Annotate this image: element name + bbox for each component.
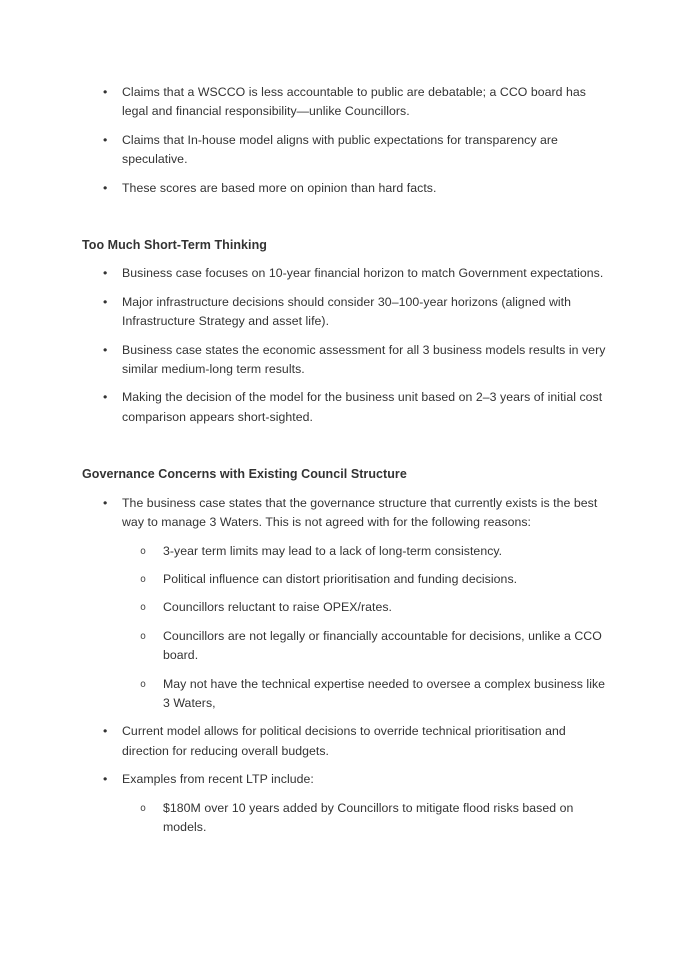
bullet-text: Business case states the economic assessment for all 3 business models results in very similar medium-long term results. [122,342,606,377]
sub-bullet-item [140,598,612,617]
bullet-text: These scores are based more on opinion than hard facts. [122,180,437,195]
bullet-icon: • [103,724,108,739]
bullet-text: The business case states that the governance structure that currently exists is the best way to manage 3 Waters. This is not agreed with for the following reasons: [122,495,598,530]
bullet-text: Claims that a WSCCO is less accountable to public are debatable; a CCO board has legal and financial responsibility—unlike Councillors. [122,85,586,119]
sub-bullet-item [140,627,612,666]
circle-bullet-icon: o [140,802,147,814]
bullet-item [103,83,612,122]
bullet-icon: • [103,772,108,787]
sub-bullet-item [140,570,612,589]
bullet-text: Major infrastructure decisions should consider 30–100-year horizons (aligned with Infrastructure Strategy and asset life). [122,294,572,329]
circle-bullet-icon: o [140,573,147,585]
bullet-text: Business case focuses on 10-year financial horizon to match Government expectations. [122,266,604,281]
bullet-item [103,388,612,427]
bullet-item [103,131,612,170]
bullet-text: Current model allows for political decisions to override technical prioritisation and direction for reducing overall budgets. [122,724,566,758]
sub-bullet-item [140,542,612,561]
bullet-icon: • [103,390,108,405]
circle-bullet-icon: o [140,630,147,642]
bullet-item [103,264,612,283]
circle-bullet-icon: o [140,545,147,557]
bullet-item [103,494,612,533]
circle-bullet-icon: o [140,678,147,690]
sub-bullet-text: Councillors reluctant to raise OPEX/rates. [163,600,393,615]
sub-bullet-text: 3-year term limits may lead to a lack of long-term consistency. [163,543,503,558]
section-heading-governance: Governance Concerns with Existing Council Structure [82,467,407,482]
sub-bullet-item [140,675,612,714]
bullet-item [103,293,612,332]
section-heading-short-term: Too Much Short-Term Thinking [82,238,267,253]
sub-bullet-text: Councillors are not legally or financially accountable for decisions, unlike a CCO board. [163,628,602,663]
bullet-item [103,179,612,198]
bullet-icon: • [103,85,108,99]
circle-bullet-icon: o [140,602,147,614]
sub-bullet-item [140,799,612,838]
bullet-icon: • [103,342,108,357]
bullet-item [103,722,612,761]
sub-bullet-text: Political influence can distort prioritisation and funding decisions. [163,571,518,586]
bullet-icon: • [103,132,108,147]
bullet-text: Examples from recent LTP include: [122,772,314,787]
bullet-item [103,341,612,380]
bullet-item [103,770,612,789]
bullet-icon: • [103,266,108,281]
sub-bullet-text: $180M over 10 years added by Councillors to mitigate flood risks based on models. [163,800,574,834]
bullet-icon: • [103,495,108,510]
bullet-icon: • [103,294,108,309]
bullet-icon: • [103,180,108,195]
bullet-text: Making the decision of the model for the business unit based on 2–3 years of initial cost comparison appears short-sighted. [122,390,603,424]
bullet-text: Claims that In-house model aligns with public expectations for transparency are speculative. [122,132,558,167]
sub-bullet-text: May not have the technical expertise needed to oversee a complex business like 3 Waters, [163,676,606,710]
